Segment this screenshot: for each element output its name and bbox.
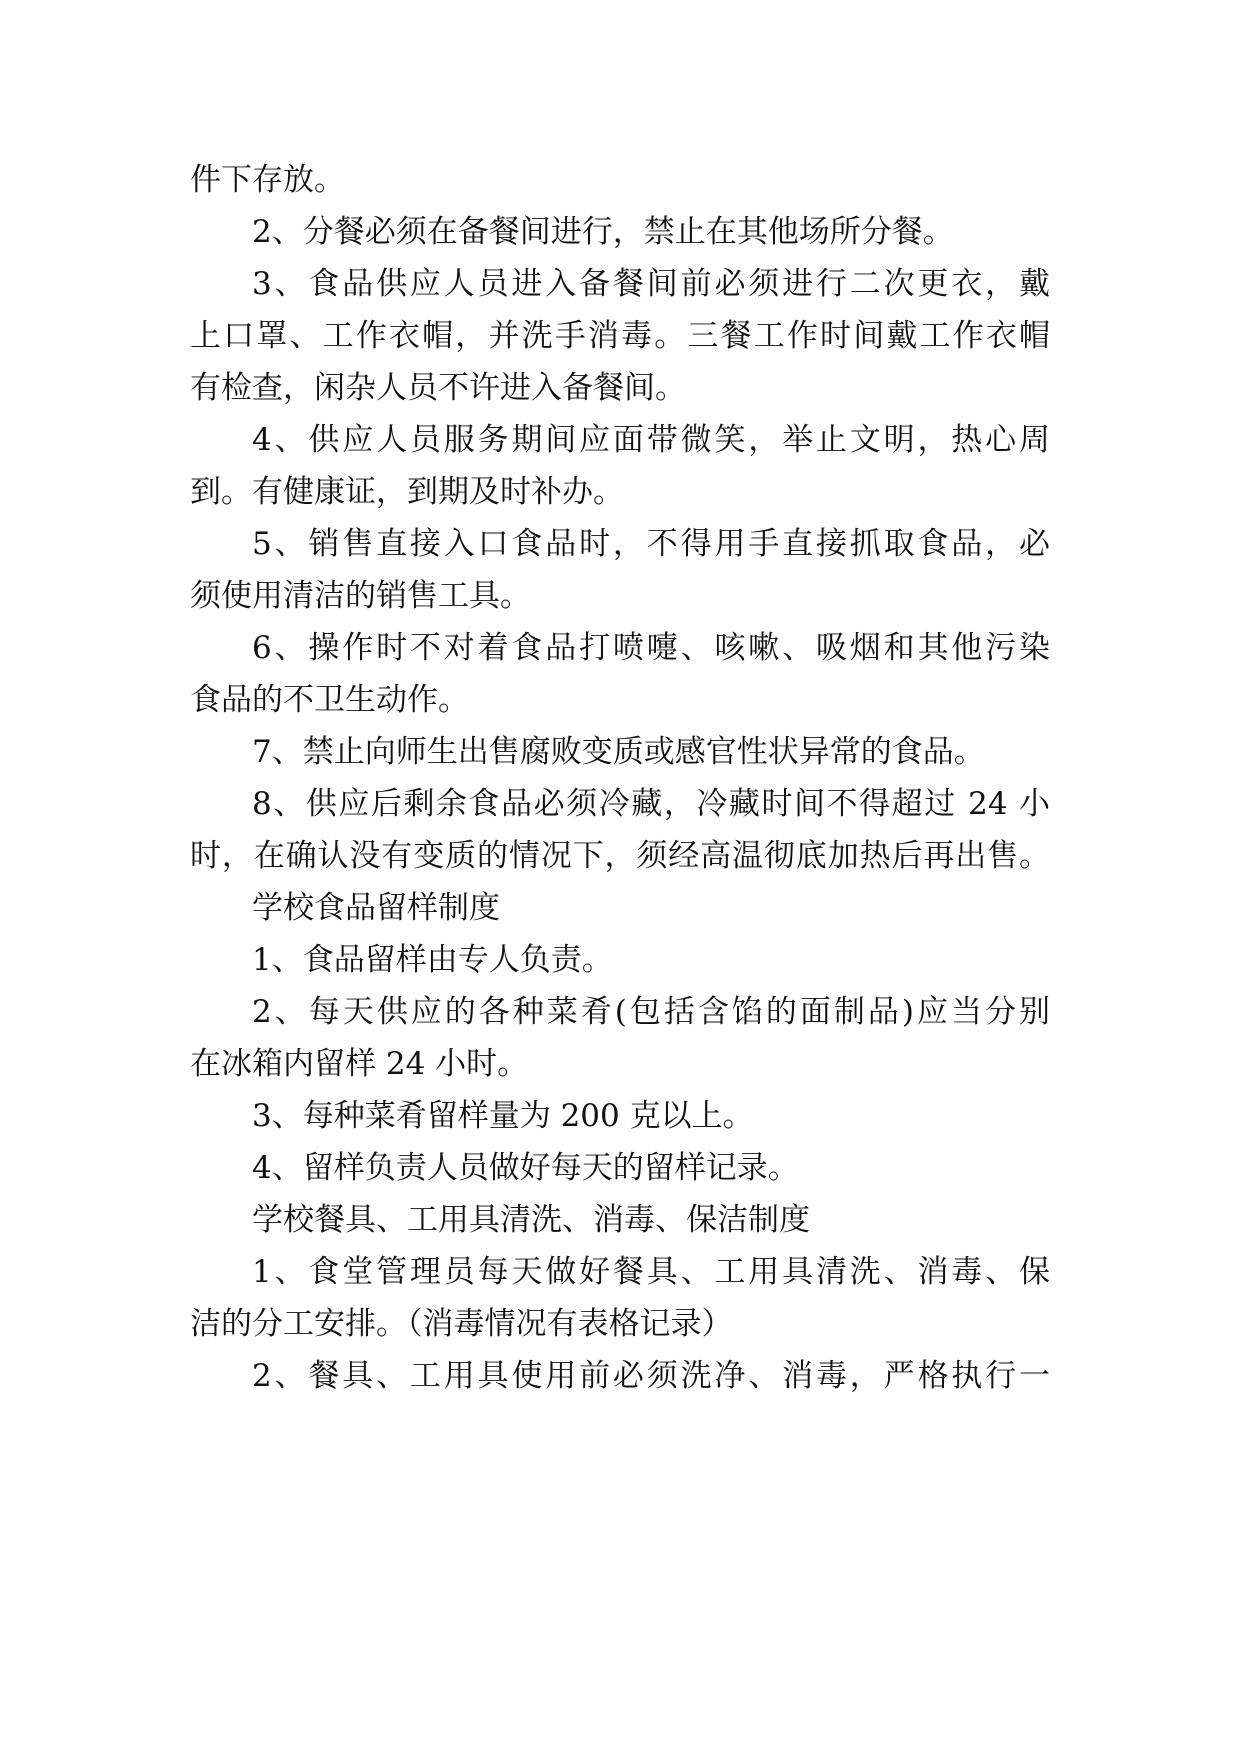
text-line: 4、留样负责人员做好每天的留样记录。 <box>252 1150 799 1186</box>
text-line: 8、供应后剩余食品必须冷藏，冷藏时间不得超过 24 小 <box>252 786 1050 822</box>
text-line: 2、每天供应的各种菜肴(包括含馅的面制品)应当分别 <box>252 994 1050 1030</box>
section-heading: 学校食品留样制度 <box>252 890 500 926</box>
text-line: 2、分餐必须在备餐间进行，禁止在其他场所分餐。 <box>252 214 954 250</box>
text-line: 2、餐具、工用具使用前必须洗净、消毒，严格执行一 <box>252 1358 1050 1394</box>
text-line: 3、每种菜肴留样量为 200 克以上。 <box>252 1098 754 1134</box>
text-line: 5、销售直接入口食品时，不得用手直接抓取食品，必 <box>252 526 1050 562</box>
text-line: 须使用清洁的销售工具。 <box>190 578 531 614</box>
text-line: 件下存放。 <box>190 162 345 198</box>
text-line: 7、禁止向师生出售腐败变质或感官性状异常的食品。 <box>252 734 985 770</box>
text-line: 到。有健康证，到期及时补办。 <box>190 474 624 510</box>
text-line: 有检查，闲杂人员不许进入备餐间。 <box>190 370 686 406</box>
text-line: 时，在确认没有变质的情况下，须经高温彻底加热后再出售。 <box>190 838 1050 874</box>
text-line: 1、食品留样由专人负责。 <box>252 942 613 978</box>
text-line: 1、食堂管理员每天做好餐具、工用具清洗、消毒、保 <box>252 1254 1050 1290</box>
text-line: 食品的不卫生动作。 <box>190 682 469 718</box>
text-line: 在冰箱内留样 24 小时。 <box>190 1046 529 1082</box>
text-line: 上口罩、工作衣帽，并洗手消毒。三餐工作时间戴工作衣帽 <box>190 318 1050 354</box>
text-line: 洁的分工安排。（消毒情况有表格记录） <box>190 1306 733 1342</box>
text-line: 4、供应人员服务期间应面带微笑，举止文明，热心周 <box>252 422 1050 458</box>
text-line: 6、操作时不对着食品打喷嚏、咳嗽、吸烟和其他污染 <box>252 630 1050 666</box>
section-heading: 学校餐具、工用具清洗、消毒、保洁制度 <box>252 1202 810 1238</box>
text-line: 3、食品供应人员进入备餐间前必须进行二次更衣，戴 <box>252 266 1050 302</box>
